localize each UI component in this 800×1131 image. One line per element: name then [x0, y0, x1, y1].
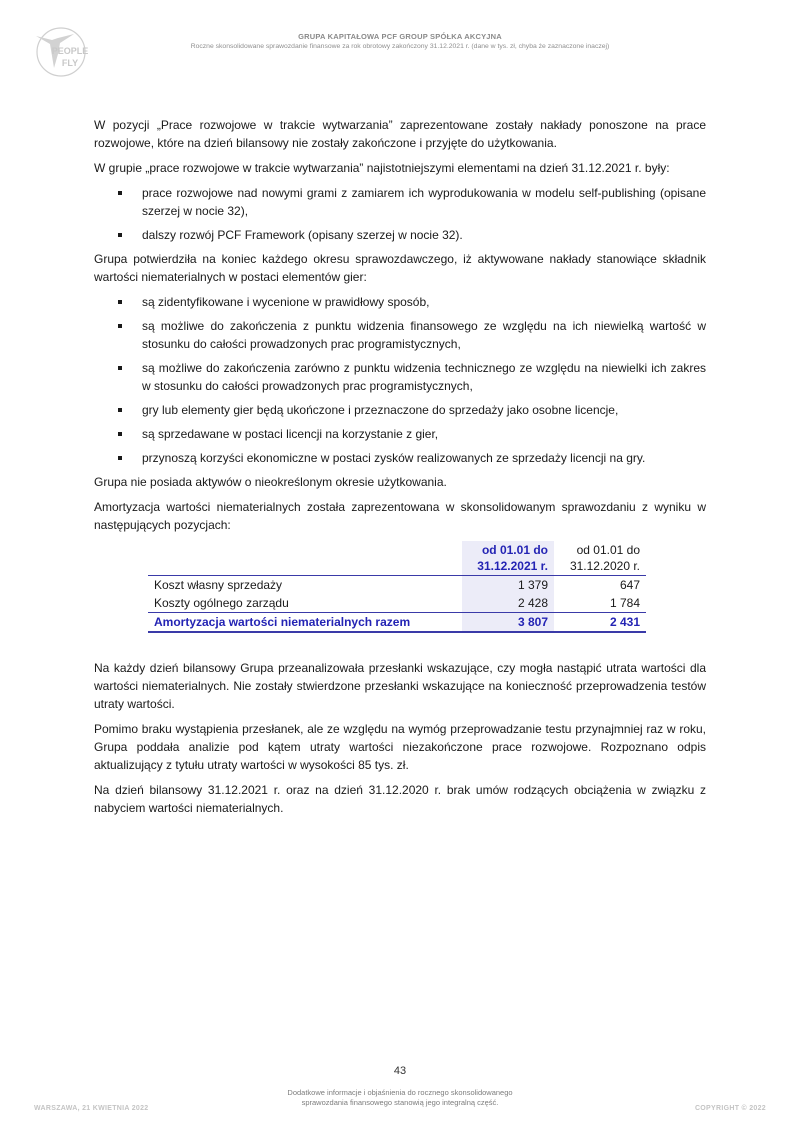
list-item: dalszy rozwój PCF Framework (opisany szerzej w nocie 32). [94, 226, 706, 244]
paragraph: W pozycji „Prace rozwojowe w trakcie wytwarzania” zaprezentowane zostały nakłady ponoszone na prace rozwojowe, które na dzień bilansowy nie zostały zakończone i przyjęte do użytkowania. [94, 118, 706, 150]
people-can-fly-logo [30, 26, 92, 78]
list-item: są możliwe do zakończenia z punktu widzenia finansowego ze względu na ich niewielką wartość w stosunku do całości prowadzonych prac programistycznych, [94, 317, 706, 353]
list-item: są możliwe do zakończenia zarówno z punktu widzenia technicznego ze względu na niewielki ich zakres w stosunku do całości prowadzonych prac programistycznych, [94, 359, 706, 395]
bullet-list [94, 184, 706, 244]
list-item: prace rozwojowe nad nowymi grami z zamiarem ich wyprodukowania w modelu self-publishing (opisane szerzej w nocie 32), [94, 184, 706, 220]
amortization-table [148, 541, 646, 633]
paragraph: Na każdy dzień bilansowy Grupa przeanalizowała przesłanki wskazujące, czy mogła nastąpić utrata wartości dla wartości niematerialnych. Nie zostały stwierdzone przesłanki wskazujące na konieczność przeprowadzenia testów utraty wartości. [94, 661, 706, 711]
svg-text:PEOPLE: PEOPLE [51, 46, 89, 56]
list-item: gry lub elementy gier będą ukończone i przeznaczone do sprzedaży jako osobne licencje, [94, 401, 706, 419]
header-2021: od 01.01 do 31.12.2021 r. [462, 541, 554, 576]
footer-note: Dodatkowe informacje i objaśnienia do rocznego skonsolidowanego sprawozdania finansowego stanowią jego integralną część. [287, 1088, 513, 1107]
paragraph: Na dzień bilansowy 31.12.2021 r. oraz na dzień 31.12.2020 r. brak umów rodzących obciążenia w związku z nabyciem wartości niematerialnych. [94, 783, 706, 815]
paragraph: Grupa nie posiada aktywów o nieokreślonym okresie użytkowania. [94, 475, 447, 489]
svg-text:FLY: FLY [61, 58, 79, 68]
page-number: 43 [393, 1065, 407, 1077]
header-empty [148, 541, 462, 576]
document-header [100, 32, 700, 50]
table-row: Koszt własny sprzedaży 1 379 647 [148, 576, 646, 595]
paragraph: Pomimo braku wystąpienia przesłanek, ale ze względu na wymóg przeprowadzanie testu przynajmniej raz w roku, Grupa poddała analizie pod kątem utraty wartości niezakończone prace rozwojowe. Rozpoznano odpis aktualizujący z tytułu utraty wartości w wysokości 85 tys. zł. [94, 722, 706, 772]
paragraph: W grupie „prace rozwojowe w trakcie wytwarzania” najistotniejszymi elementami na dzień 31.12.2021 r. były: [94, 161, 670, 175]
bullet-list [94, 293, 706, 467]
header-2020: od 01.01 do 31.12.2020 r. [554, 541, 646, 576]
list-item: są zidentyfikowane i wycenione w prawidłowy sposób, [94, 293, 706, 311]
paragraph: Amortyzacja wartości niematerialnych została zaprezentowana w skonsolidowanym sprawozdaniu z wyniku w następujących pozycjach: [94, 500, 706, 532]
paragraph: Grupa potwierdziła na koniec każdego okresu sprawozdawczego, iż aktywowane nakłady stanowiące składnik wartości niematerialnych w postaci elementów gier: [94, 252, 706, 284]
list-item: są sprzedawane w postaci licencji na korzystanie z gier, [94, 425, 706, 443]
list-item: przynoszą korzyści ekonomiczne w postaci zysków realizowanych ze sprzedaży licencji na gry. [94, 449, 706, 467]
table-total-row: Amortyzacja wartości niematerialnych razem 3 807 2 431 [148, 613, 646, 633]
footer-copyright: COPYRIGHT © 2022 [694, 1105, 766, 1112]
footer-place-date: WARSZAWA, 21 KWIETNIA 2022 [34, 1105, 149, 1112]
company-title: GRUPA KAPITAŁOWA PCF GROUP SPÓŁKA AKCYJNA [298, 32, 502, 41]
document-body [94, 116, 706, 824]
table-row: Koszty ogólnego zarządu 2 428 1 784 [148, 594, 646, 613]
report-subtitle: Roczne skonsolidowane sprawozdanie finansowe za rok obrotowy zakończony 31.12.2021 r. (dane w tys. zł, chyba że zaznaczone inaczej) [190, 43, 610, 50]
